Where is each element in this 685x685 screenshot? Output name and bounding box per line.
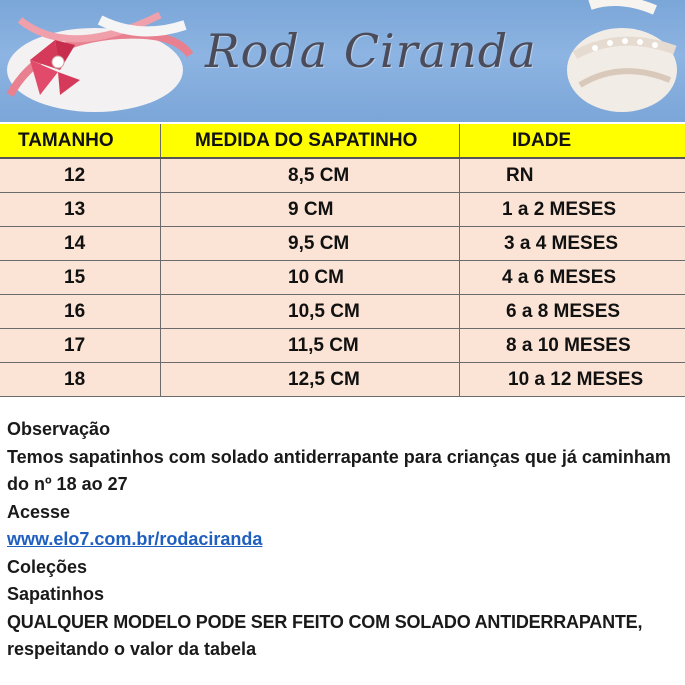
- observacao-label: Observação: [7, 419, 111, 439]
- sapatinhos-label: Sapatinhos: [7, 584, 105, 604]
- measure-cell: 9 CM: [161, 193, 460, 227]
- measure-cell: 11,5 CM: [161, 329, 460, 363]
- elo7-link[interactable]: www.elo7.com.br/rodaciranda: [7, 529, 263, 549]
- table-row: [0, 295, 685, 329]
- table-header-row: [0, 124, 685, 158]
- brand-logo: Roda Ciranda: [205, 24, 537, 78]
- size-cell: 15: [0, 261, 161, 295]
- table-row: [0, 261, 685, 295]
- measure-cell: 10,5 CM: [161, 295, 460, 329]
- age-cell: 4 a 6 MESES: [460, 261, 685, 295]
- measure-cell: 9,5 CM: [161, 227, 460, 261]
- age-cell: 3 a 4 MESES: [460, 227, 685, 261]
- size-cell: 13: [0, 193, 161, 227]
- measure-cell: 10 CM: [161, 261, 460, 295]
- table-row: [0, 363, 685, 397]
- aviso-line-1: QUALQUER MODELO PODE SER FEITO COM SOLADO ANTIDERRAPANTE,: [7, 611, 643, 632]
- size-cell: 14: [0, 227, 161, 261]
- measure-cell: 8,5 CM: [161, 158, 460, 193]
- table-row: [0, 193, 685, 227]
- header-idade: IDADE: [460, 124, 685, 158]
- size-table: [0, 124, 685, 397]
- table-row: [0, 158, 685, 193]
- age-cell: 6 a 8 MESES: [460, 295, 685, 329]
- size-cell: 16: [0, 295, 161, 329]
- size-cell: 18: [0, 363, 161, 397]
- observacao-text: Temos sapatinhos com solado antiderrapante para crianças que já caminham do nº 18 ao 27: [7, 446, 671, 494]
- notes-section: [7, 416, 682, 664]
- aviso-line-2: respeitando o valor da tabela: [7, 639, 257, 659]
- pink-bow-shoe-image: [0, 0, 200, 122]
- size-cell: 17: [0, 329, 161, 363]
- header-medida: MEDIDA DO SAPATINHO: [161, 124, 460, 158]
- age-cell: 10 a 12 MESES: [460, 363, 685, 397]
- age-cell: 8 a 10 MESES: [460, 329, 685, 363]
- measure-cell: 12,5 CM: [161, 363, 460, 397]
- banner: [0, 0, 685, 122]
- table-row: [0, 329, 685, 363]
- age-cell: 1 a 2 MESES: [460, 193, 685, 227]
- age-cell: RN: [460, 158, 685, 193]
- header-tamanho: TAMANHO: [0, 124, 161, 158]
- table-row: [0, 227, 685, 261]
- colecoes-label: Coleções: [7, 556, 88, 577]
- acesse-label: Acesse: [7, 501, 71, 522]
- size-cell: 12: [0, 158, 161, 193]
- pearl-shoe-image: [560, 0, 685, 122]
